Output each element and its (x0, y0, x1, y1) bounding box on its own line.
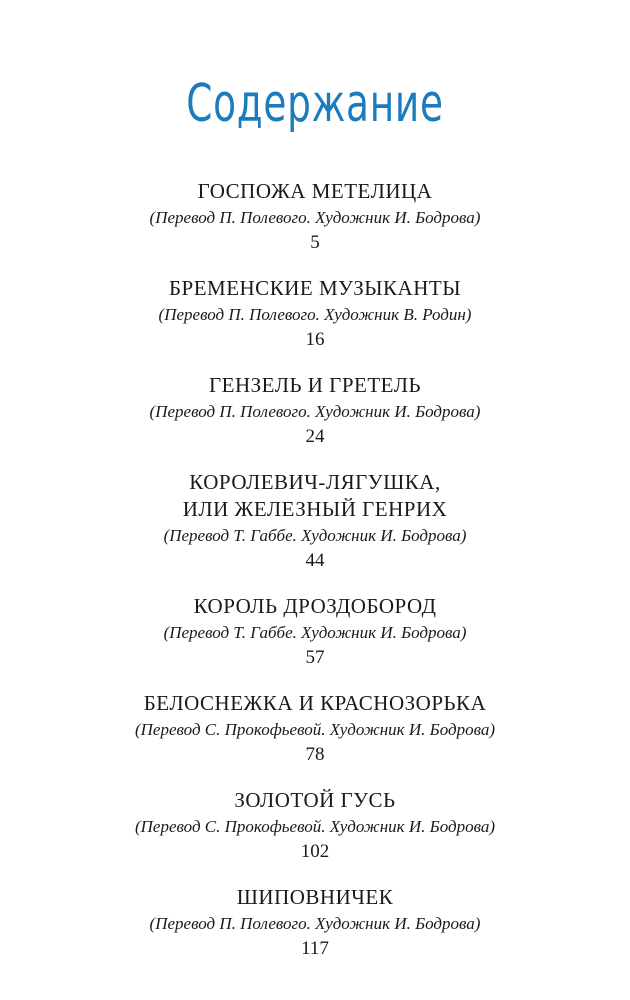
entry-credit: (Перевод Т. Габбе. Художник И. Бодрова) (163, 526, 467, 545)
entry-page-number: 44 (305, 550, 325, 571)
entry-title: ГОСПОЖА МЕТЕЛИЦА (197, 179, 433, 203)
toc-entry (0, 178, 630, 256)
entry-credit: (Перевод Т. Габбе. Художник И. Бодрова) (163, 623, 467, 642)
entry-title: БЕЛОСНЕЖКА И КРАСНОЗОРЬКА (143, 691, 487, 715)
toc-entry (0, 372, 630, 450)
entry-page-number: 24 (305, 426, 325, 447)
table-of-contents (0, 178, 630, 981)
entry-title: ГЕНЗЕЛЬ И ГРЕТЕЛЬ (209, 373, 421, 397)
entry-title: ШИПОВНИЧЕК (236, 885, 394, 909)
entry-title: БРЕМЕНСКИЕ МУЗЫКАНТЫ (168, 276, 462, 300)
entry-title: КОРОЛЬ ДРОЗДОБОРОД (193, 594, 437, 618)
toc-entry (0, 469, 630, 574)
entry-credit: (Перевод П. Полевого. Художник В. Родин) (158, 305, 472, 324)
entry-credit: (Перевод П. Полевого. Художник И. Бодрова) (149, 914, 481, 933)
entry-page-number: 57 (305, 647, 325, 668)
toc-entry (0, 690, 630, 768)
page-title: Содержание (186, 74, 444, 134)
entry-credit: (Перевод С. Прокофьевой. Художник И. Бодрова) (134, 720, 495, 739)
toc-entry (0, 787, 630, 865)
entry-title: КОРОЛЕВИЧ-ЛЯГУШКА, ИЛИ ЖЕЛЕЗНЫЙ ГЕНРИХ (182, 470, 448, 521)
entry-title: ЗОЛОТОЙ ГУСЬ (234, 788, 396, 812)
toc-entry (0, 884, 630, 962)
toc-entry (0, 275, 630, 353)
toc-entry (0, 593, 630, 671)
entry-page-number: 117 (301, 938, 329, 959)
entry-page-number: 5 (310, 232, 320, 253)
entry-page-number: 16 (305, 329, 325, 350)
entry-credit: (Перевод П. Полевого. Художник И. Бодрова) (149, 208, 481, 227)
entry-page-number: 102 (300, 841, 330, 862)
entry-credit: (Перевод С. Прокофьевой. Художник И. Бодрова) (134, 817, 495, 836)
entry-credit: (Перевод П. Полевого. Художник И. Бодрова) (149, 402, 481, 421)
entry-page-number: 78 (305, 744, 325, 765)
